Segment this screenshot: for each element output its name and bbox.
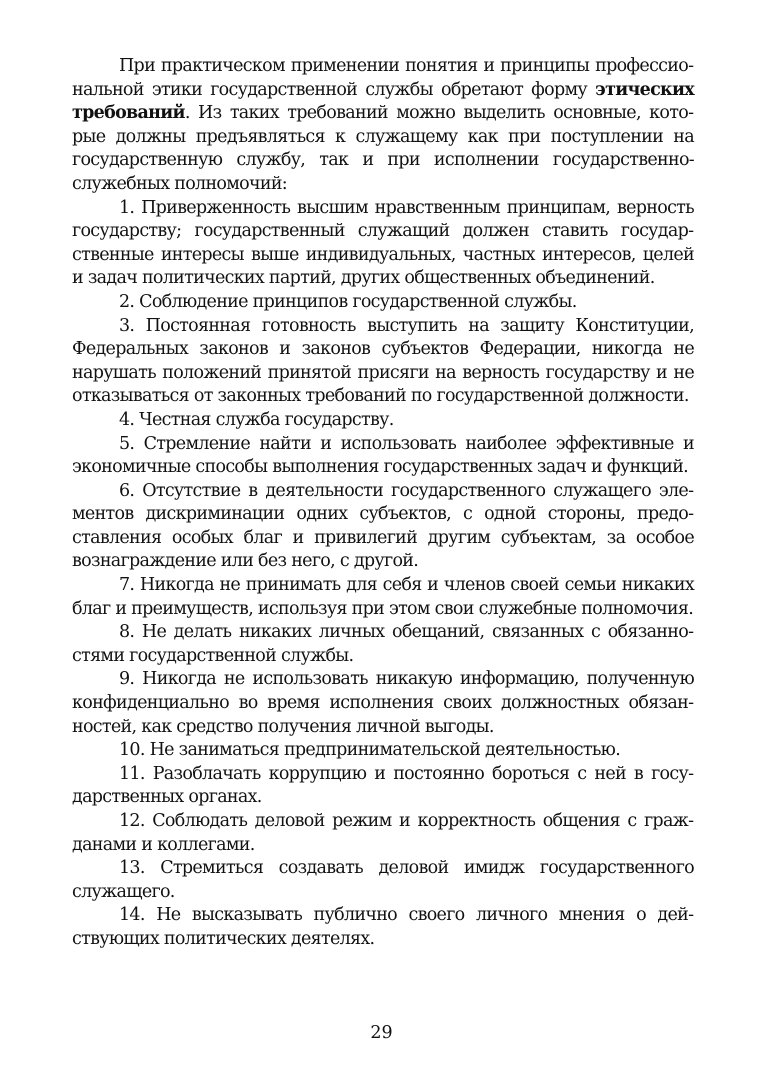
- intro-text-start: При практическом применении понятия и принципы профессиональной этики государственной службы обретают форму: [72, 56, 694, 100]
- list-item: 4. Честная служба государству.: [119, 409, 394, 430]
- list-item: 2. Соблюдение принципов государственной службы.: [119, 291, 577, 312]
- list-item: 9. Никогда не использовать никакую информацию, полученную конфиденциально во время исполнения своих должностных обязанностей, как средство получения личной выгоды.: [72, 669, 694, 737]
- list-item: 7. Никогда не принимать для себя и членов своей семьи никаких благ и преимуществ, используя при этом свои служебные полномочия.: [72, 575, 694, 619]
- intro-text-end: . Из таких требований можно выделить основные, которые должны предъявляться к служащему как при поступлении на государственную службу, так и при исполнении государственно-служебных полномочий:: [72, 103, 694, 194]
- list-item: 3. Постоянная готовность выступить на защиту Конституции, Федеральных законов и законов субъектов Федерации, никогда не нарушать положений принятой присяги на верность государству и не отказываться от законных требований по государственной должности.: [72, 315, 694, 407]
- list-item: 11. Разоблачать коррупцию и постоянно бороться с ней в государственных органах.: [72, 763, 694, 808]
- list-item: 1. Приверженность высшим нравственным принципам, верность государству; государственный служащий должен ставить государственные интересы выше индивидуальных, частных интересов, целей и задач политических партий, других общественных объединений.: [72, 197, 694, 289]
- list-item: 8. Не делать никаких личных обещаний, связанных с обязанностями государственной службы.: [72, 622, 694, 666]
- page-number: 29: [370, 1023, 393, 1043]
- intro-paragraph: [72, 55, 694, 197]
- list-item: 10. Не заниматься предпринимательской деятельностью.: [119, 740, 621, 761]
- list-item: 13. Стремиться создавать деловой имидж государственного служащего.: [72, 858, 694, 902]
- list-item: 12. Соблюдать деловой режим и корректность общения с гражданами и коллегами.: [72, 811, 694, 855]
- list-item: 6. Отсутствие в деятельности государственного служащего элементов дискриминации одних субъектов, с одной стороны, предоставления особых благ и привилегий другим субъектам, за особое вознаграждение или без него, с другой.: [72, 480, 694, 572]
- bold-term-1: этических: [595, 79, 694, 100]
- list-item: 5. Стремление найти и использовать наиболее эффективные и экономичные способы выполнения государственных задач и функций.: [72, 433, 694, 478]
- bold-term-2: требований: [72, 103, 185, 124]
- page-body: [72, 55, 694, 952]
- list-item: 14. Не высказывать публично своего личного мнения о действующих политических деятелях.: [72, 905, 694, 949]
